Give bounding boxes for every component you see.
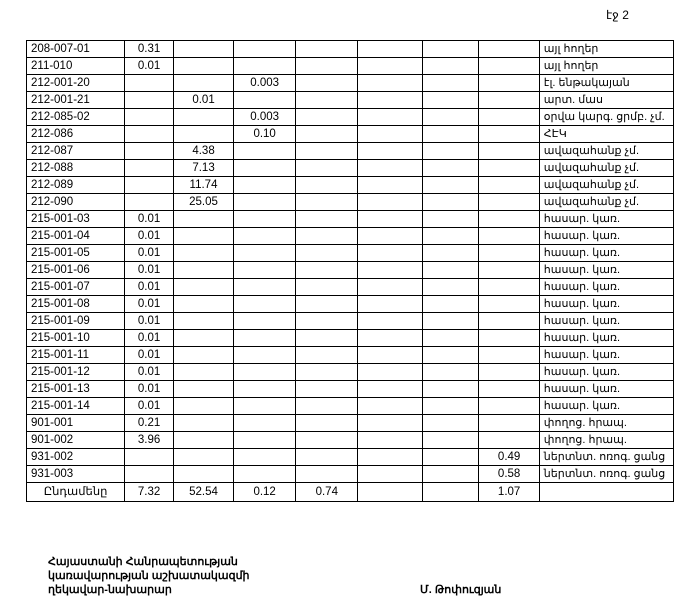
parcel-code: 215-001-07 <box>27 279 125 296</box>
value-cell <box>174 262 234 279</box>
value-cell <box>233 143 295 160</box>
value-cell <box>233 41 295 58</box>
signature-name: Մ. Թոփուզյան <box>420 584 502 596</box>
value-cell <box>233 194 295 211</box>
land-use-description: հասար. կառ. <box>539 228 673 245</box>
land-use-description: հասար. կառ. <box>539 245 673 262</box>
value-cell: 52.54 <box>174 483 234 502</box>
value-cell <box>423 449 479 466</box>
value-cell <box>479 194 539 211</box>
value-cell <box>479 415 539 432</box>
value-cell <box>423 381 479 398</box>
value-cell: 0.003 <box>233 109 295 126</box>
parcel-code: 212-089 <box>27 177 125 194</box>
land-use-description: ավազահանք չմ. <box>539 143 673 160</box>
value-cell: 0.01 <box>125 228 174 245</box>
parcel-code: 212-001-21 <box>27 92 125 109</box>
value-cell <box>125 143 174 160</box>
value-cell <box>296 126 358 143</box>
parcel-code: 215-001-08 <box>27 296 125 313</box>
value-cell <box>125 92 174 109</box>
table-row <box>27 466 674 483</box>
land-use-description: այլ հողեր <box>539 58 673 75</box>
land-use-description: հասար. կառ. <box>539 330 673 347</box>
footer-line: կառավարության աշխատակազմի <box>48 570 250 582</box>
value-cell <box>233 245 295 262</box>
parcel-code: 215-001-06 <box>27 262 125 279</box>
value-cell <box>174 58 234 75</box>
value-cell: 1.07 <box>479 483 539 502</box>
land-use-description: հասար. կառ. <box>539 279 673 296</box>
land-use-description: հասար. կառ. <box>539 211 673 228</box>
value-cell <box>479 75 539 92</box>
value-cell <box>174 279 234 296</box>
parcel-code: 215-001-09 <box>27 313 125 330</box>
parcel-code: 208-007-01 <box>27 41 125 58</box>
parcel-code: 215-001-10 <box>27 330 125 347</box>
value-cell <box>296 92 358 109</box>
value-cell <box>423 228 479 245</box>
value-cell: 0.10 <box>233 126 295 143</box>
value-cell <box>233 364 295 381</box>
value-cell <box>174 228 234 245</box>
table-row <box>27 92 674 109</box>
table-row <box>27 143 674 160</box>
value-cell <box>358 330 423 347</box>
value-cell <box>423 75 479 92</box>
value-cell <box>233 279 295 296</box>
value-cell <box>479 211 539 228</box>
value-cell <box>423 92 479 109</box>
value-cell <box>174 245 234 262</box>
land-use-description: ավազահանք չմ. <box>539 177 673 194</box>
table-row <box>27 126 674 143</box>
value-cell <box>296 143 358 160</box>
value-cell <box>358 143 423 160</box>
value-cell: 0.01 <box>125 279 174 296</box>
land-use-description: հասար. կառ. <box>539 262 673 279</box>
value-cell <box>358 58 423 75</box>
value-cell <box>125 160 174 177</box>
value-cell: 0.31 <box>125 41 174 58</box>
value-cell <box>423 262 479 279</box>
parcel-code: 212-085-02 <box>27 109 125 126</box>
value-cell <box>358 449 423 466</box>
value-cell <box>233 381 295 398</box>
value-cell <box>296 398 358 415</box>
parcel-code: 212-088 <box>27 160 125 177</box>
table-row <box>27 75 674 92</box>
table-row <box>27 398 674 415</box>
value-cell <box>174 398 234 415</box>
value-cell <box>423 466 479 483</box>
value-cell <box>233 432 295 449</box>
table-row <box>27 313 674 330</box>
value-cell <box>174 211 234 228</box>
value-cell: 0.01 <box>125 398 174 415</box>
value-cell: 0.49 <box>479 449 539 466</box>
value-cell: 0.74 <box>296 483 358 502</box>
land-table <box>26 40 674 502</box>
value-cell <box>358 432 423 449</box>
value-cell <box>233 160 295 177</box>
value-cell <box>296 41 358 58</box>
value-cell <box>423 330 479 347</box>
value-cell <box>233 398 295 415</box>
value-cell <box>125 75 174 92</box>
land-use-description: ՀԷԿ <box>539 126 673 143</box>
value-cell <box>233 228 295 245</box>
value-cell <box>174 381 234 398</box>
table-row <box>27 245 674 262</box>
value-cell <box>423 109 479 126</box>
parcel-code: 931-002 <box>27 449 125 466</box>
value-cell <box>358 228 423 245</box>
parcel-code: 215-001-13 <box>27 381 125 398</box>
value-cell <box>479 330 539 347</box>
table-row <box>27 381 674 398</box>
value-cell <box>174 313 234 330</box>
value-cell <box>479 160 539 177</box>
value-cell <box>174 109 234 126</box>
land-use-description: փողոց. հրապ. <box>539 432 673 449</box>
value-cell <box>125 126 174 143</box>
value-cell <box>233 58 295 75</box>
land-use-description: հասար. կառ. <box>539 347 673 364</box>
table-row <box>27 449 674 466</box>
value-cell <box>174 415 234 432</box>
value-cell <box>174 449 234 466</box>
value-cell <box>358 75 423 92</box>
land-use-description: արտ. մաս <box>539 92 673 109</box>
value-cell <box>174 75 234 92</box>
value-cell <box>233 92 295 109</box>
value-cell <box>358 41 423 58</box>
value-cell <box>358 160 423 177</box>
value-cell <box>479 262 539 279</box>
value-cell: 0.01 <box>125 364 174 381</box>
value-cell <box>479 41 539 58</box>
value-cell <box>296 449 358 466</box>
value-cell <box>358 194 423 211</box>
value-cell: 0.12 <box>233 483 295 502</box>
table-row <box>27 211 674 228</box>
value-cell <box>358 347 423 364</box>
value-cell <box>125 109 174 126</box>
value-cell <box>233 330 295 347</box>
value-cell <box>423 177 479 194</box>
value-cell <box>479 432 539 449</box>
value-cell <box>233 177 295 194</box>
parcel-code: 212-001-20 <box>27 75 125 92</box>
value-cell <box>233 211 295 228</box>
value-cell <box>479 313 539 330</box>
value-cell <box>233 466 295 483</box>
value-cell <box>296 347 358 364</box>
value-cell <box>296 381 358 398</box>
table-row <box>27 228 674 245</box>
land-use-description: ներտնտ. ոռոգ. ցանց <box>539 466 673 483</box>
land-use-description: փողոց. հրապ. <box>539 415 673 432</box>
value-cell <box>358 381 423 398</box>
value-cell <box>296 194 358 211</box>
value-cell <box>423 483 479 502</box>
land-use-description: ավազահանք չմ. <box>539 194 673 211</box>
value-cell <box>479 126 539 143</box>
land-use-description: էլ. ենթակայան <box>539 75 673 92</box>
value-cell <box>296 466 358 483</box>
value-cell: 0.01 <box>125 58 174 75</box>
value-cell <box>479 398 539 415</box>
land-use-description: այլ հողեր <box>539 41 673 58</box>
value-cell <box>423 296 479 313</box>
value-cell <box>423 313 479 330</box>
table-row <box>27 177 674 194</box>
value-cell: 4.38 <box>174 143 234 160</box>
parcel-code: 212-087 <box>27 143 125 160</box>
value-cell <box>358 126 423 143</box>
value-cell <box>423 415 479 432</box>
total-label: Ընդամենը <box>27 483 125 502</box>
value-cell <box>296 160 358 177</box>
value-cell <box>358 398 423 415</box>
value-cell <box>296 109 358 126</box>
parcel-code: 901-002 <box>27 432 125 449</box>
value-cell <box>479 364 539 381</box>
value-cell: 3.96 <box>125 432 174 449</box>
value-cell <box>233 313 295 330</box>
value-cell <box>125 449 174 466</box>
value-cell <box>423 194 479 211</box>
value-cell <box>479 245 539 262</box>
value-cell <box>296 279 358 296</box>
footer-line: ղեկավար-նախարար <box>48 584 172 596</box>
value-cell <box>296 177 358 194</box>
land-use-description: օրվա կարգ. ցրմբ. չմ. <box>539 109 673 126</box>
value-cell: 25.05 <box>174 194 234 211</box>
table-row <box>27 415 674 432</box>
value-cell <box>174 466 234 483</box>
footer-position <box>48 555 250 597</box>
value-cell <box>479 109 539 126</box>
parcel-code: 215-001-03 <box>27 211 125 228</box>
value-cell <box>358 262 423 279</box>
parcel-code: 212-086 <box>27 126 125 143</box>
table-row <box>27 194 674 211</box>
value-cell <box>358 245 423 262</box>
value-cell <box>296 245 358 262</box>
value-cell <box>358 177 423 194</box>
value-cell <box>423 211 479 228</box>
page-number: էջ 2 <box>606 8 629 22</box>
value-cell <box>296 211 358 228</box>
value-cell <box>479 296 539 313</box>
value-cell <box>479 279 539 296</box>
value-cell <box>358 296 423 313</box>
value-cell <box>423 347 479 364</box>
total-row <box>27 483 674 502</box>
value-cell: 0.01 <box>125 296 174 313</box>
value-cell <box>479 143 539 160</box>
parcel-code: 901-001 <box>27 415 125 432</box>
value-cell <box>479 92 539 109</box>
value-cell <box>479 228 539 245</box>
value-cell <box>423 398 479 415</box>
land-use-description: ներտնտ. ոռոգ. ցանց <box>539 449 673 466</box>
value-cell <box>423 143 479 160</box>
value-cell <box>296 330 358 347</box>
table-row <box>27 262 674 279</box>
value-cell <box>174 364 234 381</box>
value-cell <box>423 58 479 75</box>
value-cell: 0.01 <box>125 381 174 398</box>
value-cell <box>296 432 358 449</box>
table-row <box>27 41 674 58</box>
value-cell <box>423 432 479 449</box>
value-cell <box>358 109 423 126</box>
parcel-code: 211-010 <box>27 58 125 75</box>
value-cell <box>125 194 174 211</box>
value-cell <box>233 296 295 313</box>
value-cell <box>423 364 479 381</box>
value-cell <box>358 483 423 502</box>
land-use-description: հասար. կառ. <box>539 381 673 398</box>
value-cell <box>358 279 423 296</box>
value-cell <box>174 41 234 58</box>
value-cell: 7.32 <box>125 483 174 502</box>
value-cell <box>174 126 234 143</box>
parcel-code: 215-001-04 <box>27 228 125 245</box>
land-use-description <box>539 483 673 502</box>
value-cell <box>296 313 358 330</box>
value-cell <box>233 415 295 432</box>
land-use-description: հասար. կառ. <box>539 398 673 415</box>
value-cell <box>174 432 234 449</box>
value-cell <box>358 92 423 109</box>
value-cell: 0.01 <box>125 313 174 330</box>
value-cell <box>423 126 479 143</box>
parcel-code: 215-001-11 <box>27 347 125 364</box>
parcel-code: 215-001-14 <box>27 398 125 415</box>
land-use-description: հասար. կառ. <box>539 296 673 313</box>
table-row <box>27 347 674 364</box>
value-cell: 11.74 <box>174 177 234 194</box>
value-cell <box>233 347 295 364</box>
parcel-code: 212-090 <box>27 194 125 211</box>
value-cell <box>296 296 358 313</box>
parcel-code: 215-001-12 <box>27 364 125 381</box>
value-cell <box>358 466 423 483</box>
value-cell: 0.21 <box>125 415 174 432</box>
value-cell <box>174 330 234 347</box>
value-cell <box>125 466 174 483</box>
value-cell <box>479 58 539 75</box>
value-cell <box>479 381 539 398</box>
value-cell <box>479 347 539 364</box>
value-cell <box>423 279 479 296</box>
value-cell <box>296 364 358 381</box>
value-cell <box>358 211 423 228</box>
value-cell <box>423 160 479 177</box>
table-row <box>27 296 674 313</box>
table-row <box>27 279 674 296</box>
value-cell: 0.01 <box>125 211 174 228</box>
table-row <box>27 330 674 347</box>
value-cell <box>423 41 479 58</box>
value-cell <box>358 364 423 381</box>
value-cell: 0.58 <box>479 466 539 483</box>
value-cell: 0.01 <box>125 330 174 347</box>
value-cell <box>296 262 358 279</box>
footer-line: Հայաստանի Հանրապետության <box>48 556 238 568</box>
value-cell <box>296 58 358 75</box>
value-cell: 0.003 <box>233 75 295 92</box>
value-cell <box>296 228 358 245</box>
value-cell <box>358 415 423 432</box>
land-use-description: հասար. կառ. <box>539 364 673 381</box>
value-cell: 0.01 <box>174 92 234 109</box>
parcel-code: 931-003 <box>27 466 125 483</box>
table-row <box>27 160 674 177</box>
value-cell <box>174 347 234 364</box>
value-cell <box>296 75 358 92</box>
land-use-description: ավազահանք չմ. <box>539 160 673 177</box>
value-cell <box>358 313 423 330</box>
value-cell <box>479 177 539 194</box>
value-cell: 0.01 <box>125 347 174 364</box>
value-cell: 0.01 <box>125 245 174 262</box>
value-cell <box>233 449 295 466</box>
value-cell <box>296 415 358 432</box>
table-row <box>27 432 674 449</box>
parcel-code: 215-001-05 <box>27 245 125 262</box>
value-cell <box>174 296 234 313</box>
table-row <box>27 364 674 381</box>
value-cell: 0.01 <box>125 262 174 279</box>
value-cell <box>125 177 174 194</box>
table-row <box>27 109 674 126</box>
value-cell <box>233 262 295 279</box>
value-cell: 7.13 <box>174 160 234 177</box>
table-row <box>27 58 674 75</box>
land-use-description: հասար. կառ. <box>539 313 673 330</box>
value-cell <box>423 245 479 262</box>
